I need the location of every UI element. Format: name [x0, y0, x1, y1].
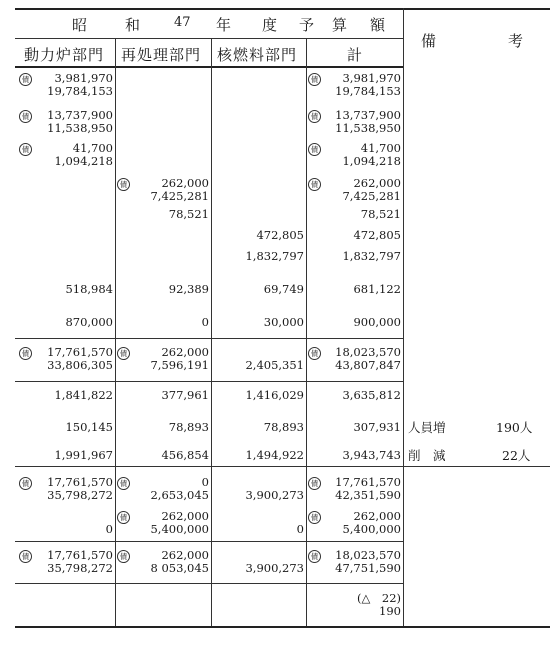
bond-mark-icon: 債 [19, 73, 32, 86]
bond-mark-icon: 債 [19, 477, 32, 490]
remark-value: 190人 [496, 420, 533, 435]
remark-label: 人員増 [408, 420, 446, 435]
table-cell-value: 35,798,272 [47, 488, 113, 502]
table-cell-value: 1,841,822 [54, 388, 113, 402]
table-cell-value: 78,893 [168, 420, 209, 434]
table-cell-value: 870,000 [65, 315, 113, 329]
section-rule-1 [15, 338, 403, 339]
table-cell-value: 18,023,570 [335, 548, 401, 562]
table-cell-value: 1,094,218 [54, 154, 113, 168]
column-header-power-reactor: 動力炉部門 [24, 46, 105, 64]
header-budget-char-3: 年 [216, 16, 232, 34]
table-top-rule [15, 8, 550, 10]
table-cell-value: 17,761,570 [47, 345, 113, 359]
bond-mark-icon: 債 [308, 477, 321, 490]
table-cell-value: 5,400,000 [342, 522, 401, 536]
table-cell-value: 262,000 [161, 548, 209, 562]
section-rule-5 [15, 583, 403, 584]
bond-mark-icon: 債 [117, 550, 130, 563]
table-cell-value: 1,494,922 [245, 448, 304, 462]
table-cell-value: 1,094,218 [342, 154, 401, 168]
table-cell-value: 69,749 [263, 282, 304, 296]
table-cell-value: 456,854 [161, 448, 209, 462]
table-cell-value: 78,521 [168, 207, 209, 221]
section-rule-4 [15, 541, 403, 542]
table-cell-value: 1,416,029 [245, 388, 304, 402]
table-cell-value: 2,653,045 [150, 488, 209, 502]
header-bottom-rule [15, 66, 403, 68]
table-cell-value: 78,521 [360, 207, 401, 221]
bond-mark-icon: 債 [308, 347, 321, 360]
remark-label: 削 減 [408, 448, 446, 463]
header-remarks-char-1: 考 [508, 32, 524, 50]
table-cell-value: 0 [105, 522, 113, 536]
bond-mark-icon: 債 [19, 550, 32, 563]
table-cell-value: 35,798,272 [47, 561, 113, 575]
table-cell-value: 41,700 [360, 141, 401, 155]
bond-mark-icon: 債 [19, 110, 32, 123]
bond-mark-icon: 債 [19, 143, 32, 156]
bond-mark-icon: 債 [308, 110, 321, 123]
table-cell-value: 7,425,281 [342, 189, 401, 203]
table-cell-value: 190 [379, 604, 401, 618]
table-cell-value: 8 053,045 [150, 561, 209, 575]
table-cell-value: 5,400,000 [150, 522, 209, 536]
table-cell-value: 377,961 [161, 388, 209, 402]
header-budget-char-1: 和 [125, 16, 141, 34]
table-cell-value: 30,000 [263, 315, 304, 329]
table-cell-value: 681,122 [353, 282, 401, 296]
bond-mark-icon: 債 [308, 550, 321, 563]
table-cell-value: 472,805 [256, 228, 304, 242]
bond-mark-icon: 債 [308, 178, 321, 191]
bond-mark-icon: 債 [117, 347, 130, 360]
table-cell-value: 307,931 [353, 420, 401, 434]
table-cell-value: 262,000 [161, 345, 209, 359]
table-cell-value: (△ 22) [357, 591, 401, 605]
header-divider [15, 38, 403, 39]
table-cell-value: 13,737,900 [335, 108, 401, 122]
table-cell-value: 3,943,743 [342, 448, 401, 462]
bond-mark-icon: 債 [19, 347, 32, 360]
table-cell-value: 11,538,950 [335, 121, 401, 135]
col-divider-remarks [403, 8, 404, 626]
table-cell-value: 1,832,797 [342, 249, 401, 263]
table-cell-value: 0 [296, 522, 304, 536]
table-cell-value: 262,000 [353, 509, 401, 523]
table-cell-value: 11,538,950 [47, 121, 113, 135]
table-cell-value: 47,751,590 [335, 561, 401, 575]
table-cell-value: 900,000 [353, 315, 401, 329]
table-cell-value: 7,425,281 [150, 189, 209, 203]
table-cell-value: 17,761,570 [335, 475, 401, 489]
header-remarks-char-0: 備 [421, 32, 437, 50]
header-budget-char-0: 昭 [72, 16, 88, 34]
table-cell-value: 3,635,812 [342, 388, 401, 402]
table-cell-value: 262,000 [353, 176, 401, 190]
col-divider-2 [211, 38, 212, 626]
header-budget-char-2: 47 [174, 15, 191, 30]
header-budget-char-6: 算 [332, 16, 348, 34]
bond-mark-icon: 債 [117, 477, 130, 490]
table-cell-value: 43,807,847 [335, 358, 401, 372]
table-cell-value: 33,806,305 [47, 358, 113, 372]
table-cell-value: 17,761,570 [47, 475, 113, 489]
table-cell-value: 0 [201, 475, 209, 489]
bond-mark-icon: 債 [117, 511, 130, 524]
table-cell-value: 3,900,273 [245, 488, 304, 502]
column-header-reprocessing: 再処理部門 [121, 46, 202, 64]
table-cell-value: 13,737,900 [47, 108, 113, 122]
table-cell-value: 262,000 [161, 509, 209, 523]
header-budget-char-5: 予 [299, 16, 315, 34]
table-cell-value: 1,991,967 [54, 448, 113, 462]
table-cell-value: 2,405,351 [245, 358, 304, 372]
table-cell-value: 3,981,970 [54, 71, 113, 85]
table-cell-value: 3,900,273 [245, 561, 304, 575]
table-cell-value: 92,389 [168, 282, 209, 296]
table-cell-value: 19,784,153 [47, 84, 113, 98]
table-cell-value: 262,000 [161, 176, 209, 190]
table-cell-value: 7,596,191 [150, 358, 209, 372]
table-bottom-rule [15, 626, 550, 628]
table-cell-value: 150,145 [65, 420, 113, 434]
bond-mark-icon: 債 [308, 73, 321, 86]
table-cell-value: 18,023,570 [335, 345, 401, 359]
col-divider-3 [306, 38, 307, 626]
table-cell-value: 42,351,590 [335, 488, 401, 502]
bond-mark-icon: 債 [308, 511, 321, 524]
table-cell-value: 518,984 [65, 282, 113, 296]
table-cell-value: 17,761,570 [47, 548, 113, 562]
table-cell-value: 41,700 [72, 141, 113, 155]
section-rule-3 [15, 466, 550, 467]
table-cell-value: 3,981,970 [342, 71, 401, 85]
header-budget-char-4: 度 [262, 16, 278, 34]
header-budget-char-7: 額 [370, 16, 386, 34]
table-cell-value: 472,805 [353, 228, 401, 242]
table-cell-value: 1,832,797 [245, 249, 304, 263]
bond-mark-icon: 債 [117, 178, 130, 191]
table-cell-value: 78,893 [263, 420, 304, 434]
column-header-total: 計 [347, 46, 363, 64]
remark-value: 22人 [502, 448, 531, 463]
col-divider-1 [115, 38, 116, 626]
table-cell-value: 19,784,153 [335, 84, 401, 98]
table-cell-value: 0 [201, 315, 209, 329]
section-rule-2 [15, 381, 403, 382]
bond-mark-icon: 債 [308, 143, 321, 156]
column-header-nuclear-fuel: 核燃料部門 [217, 46, 298, 64]
